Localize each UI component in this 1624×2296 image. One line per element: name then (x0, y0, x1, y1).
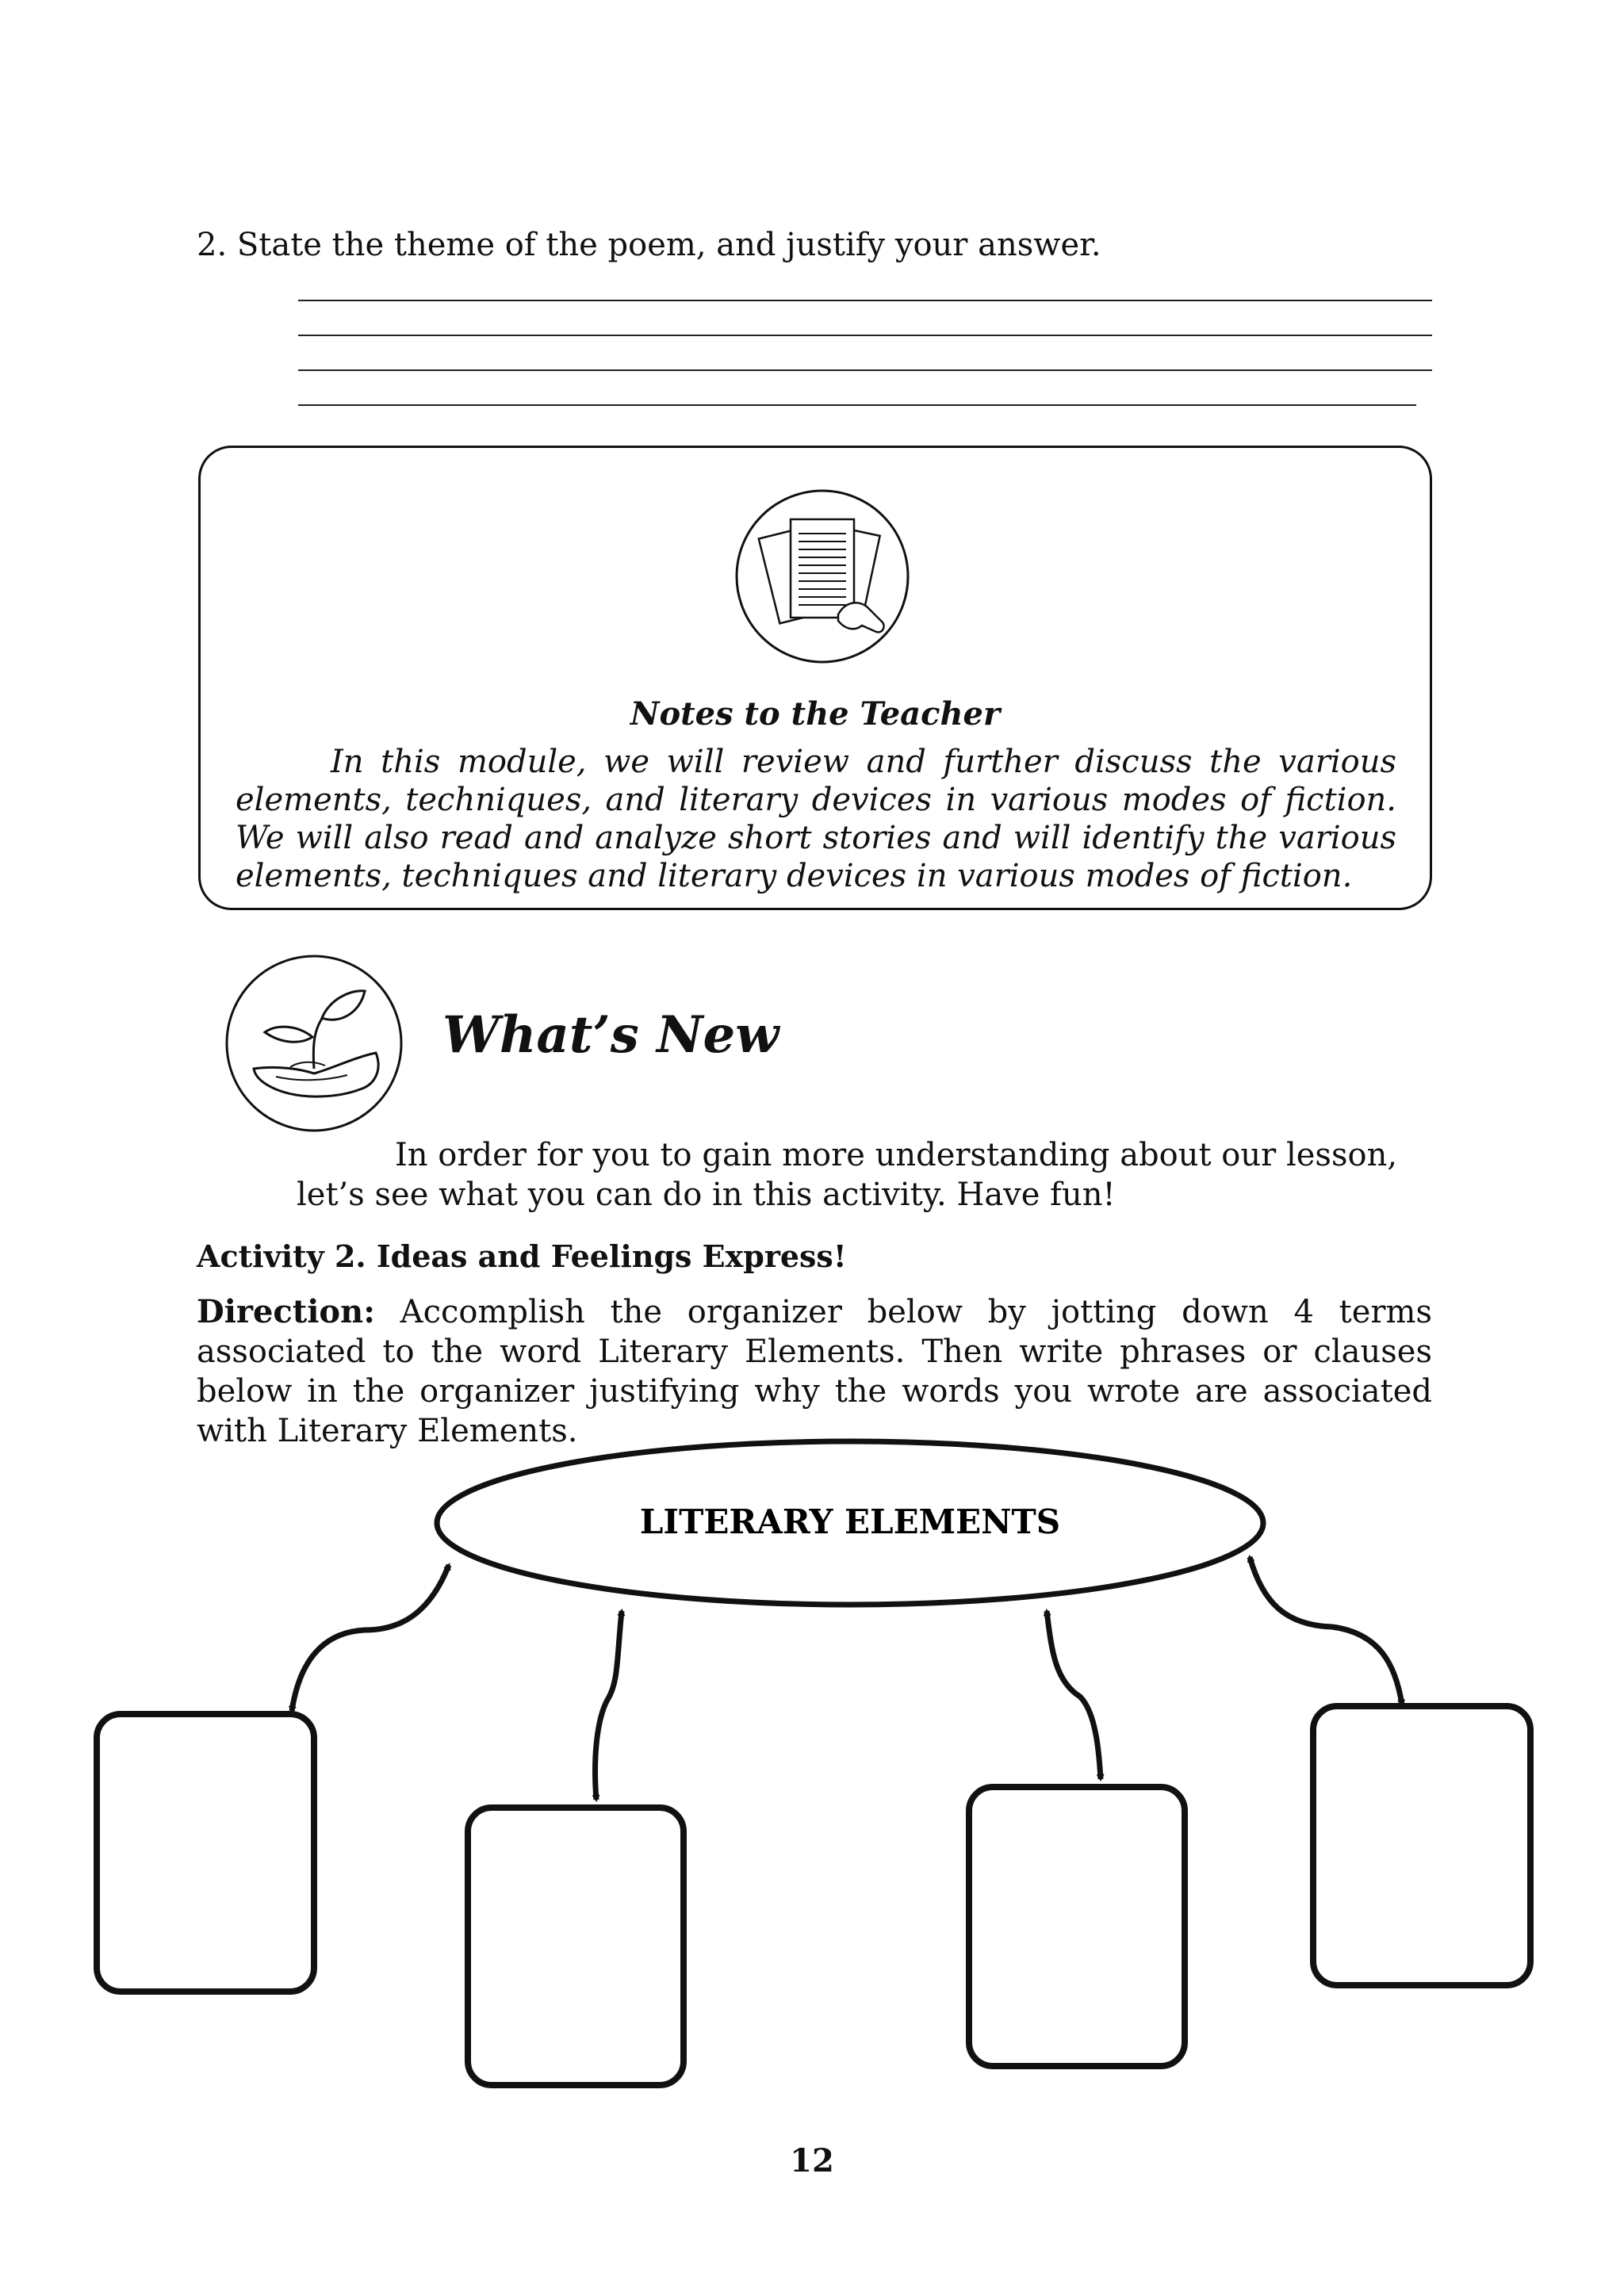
question-2-text: 2. State the theme of the poem, and justify your answer. (197, 227, 1101, 263)
connector-arrow (596, 1611, 622, 1800)
whats-new-title: What’s New (442, 1005, 779, 1065)
answer-box-4[interactable] (1313, 1706, 1530, 1985)
whats-new-intro: In order for you to gain more understanding about our lesson, let’s see what you can do in this activity. Have fun! (297, 1137, 1398, 1213)
direction-label: Direction: (197, 1293, 375, 1330)
connector-arrow (1250, 1557, 1402, 1705)
answer-box-3[interactable] (969, 1787, 1185, 2066)
answer-box-2[interactable] (468, 1808, 684, 2085)
activity-title: Activity 2. Ideas and Feelings Express! (197, 1238, 847, 1274)
notes-title: Notes to the Teacher (630, 695, 1001, 733)
direction-text: Accomplish the organizer below by jotting down 4 terms associated to the word Literary Elements. Then write phrases or clauses below in the organizer justifying why the words you wrote are associated with Literary Elements. (197, 1294, 1432, 1449)
connector-arrow (1047, 1611, 1101, 1779)
center-label: LITERARY ELEMENTS (639, 1502, 1061, 1541)
page-number: 12 (790, 2142, 834, 2179)
answer-box-1[interactable] (97, 1714, 314, 1992)
notes-body: In this module, we will review and further discuss the various elements, techniques, and literary devices in various modes of fiction. We will also read and analyze short stories and will identify the various elements, techniques and literary devices in various modes of fiction. (236, 744, 1396, 894)
connector-arrow (292, 1565, 449, 1711)
